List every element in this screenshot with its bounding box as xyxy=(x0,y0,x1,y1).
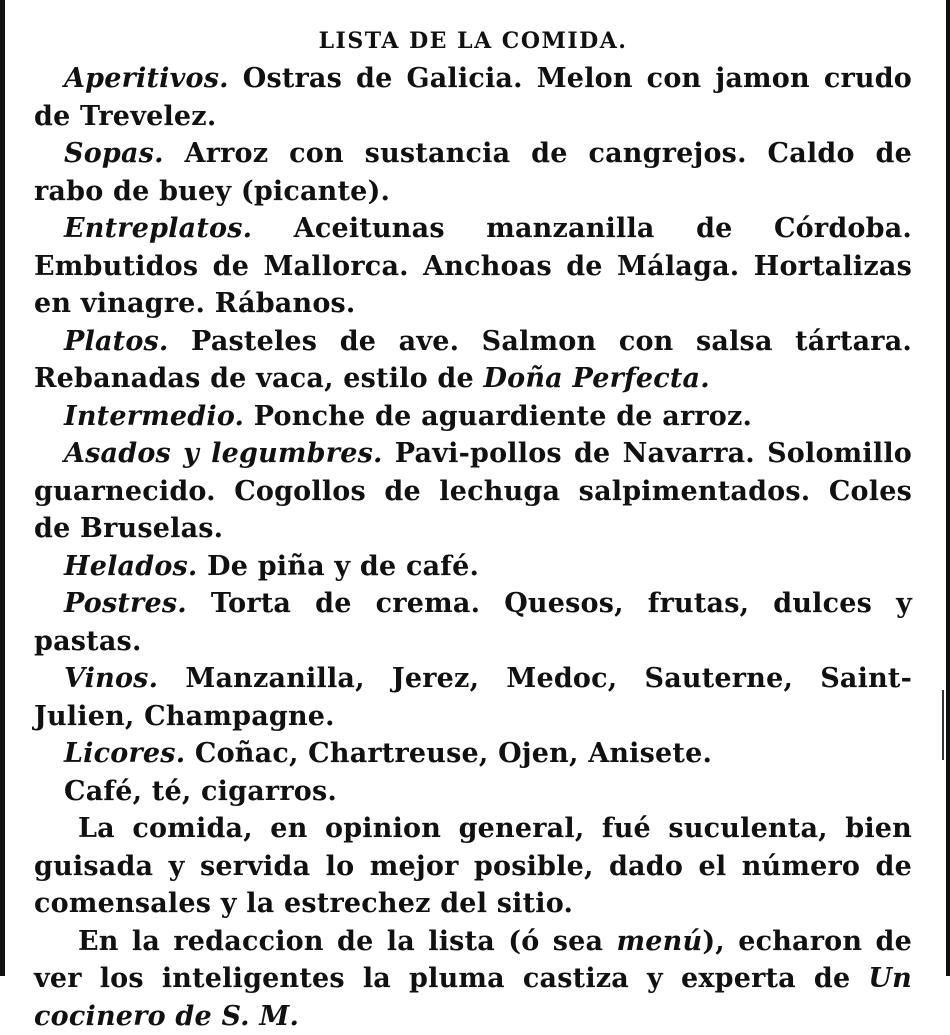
entry-text: Ponche de aguardiente de arroz. xyxy=(254,401,752,432)
paragraph-text: En la redaccion de la lista (ó sea xyxy=(78,926,617,957)
entry-label: Aperitivos. xyxy=(64,63,229,94)
entry-label: Helados. xyxy=(64,551,198,582)
menu-entry-postres xyxy=(34,585,912,660)
paragraph-italic-menu: menú xyxy=(617,926,703,957)
menu-entry-aperitivos xyxy=(34,60,912,135)
entry-text: Pasteles de ave. Salmon con salsa tártara. Rebanadas de vaca, estilo de xyxy=(34,326,912,395)
menu-entry-sopas xyxy=(34,135,912,210)
entry-label: Sopas. xyxy=(64,138,164,169)
paragraph-text: ), echaron de ver los inteligentes la pluma castiza y experta de xyxy=(34,926,912,995)
menu-entry-asados xyxy=(34,435,912,548)
menu-entry-vinos xyxy=(34,660,912,735)
menu-entry-intermedio xyxy=(34,398,912,436)
entry-text: Aceitunas manzanilla de Córdoba. Embutidos de Mallorca. Anchoas de Málaga. Hortalizas en vinagre. Rábanos. xyxy=(34,213,912,319)
entry-italic-tail: Doña Perfecta. xyxy=(484,363,710,394)
menu-entry-licores xyxy=(34,735,912,773)
entry-text: Coñac, Chartreuse, Ojen, Anisete. xyxy=(195,738,712,769)
entry-text: Arroz con sustancia de cangrejos. Caldo de rabo de buey (picante). xyxy=(34,138,912,207)
right-border xyxy=(946,0,950,976)
text-column xyxy=(34,22,912,1035)
entry-label: Vinos. xyxy=(64,663,158,694)
menu-entry-platos xyxy=(34,323,912,398)
paragraph-comida: La comida, en opinion general, fué suculenta, bien guisada y servida lo mejor posible, dado el número de comensales y la estrechez del sitio. xyxy=(34,810,912,923)
entry-label: Platos. xyxy=(64,326,169,357)
entry-label: Entreplatos. xyxy=(64,213,252,244)
entry-label: Asados y legumbres. xyxy=(64,438,383,469)
closing-line: Café, té, cigarros. xyxy=(34,773,912,811)
entry-label: Licores. xyxy=(64,738,185,769)
entry-text: Manzanilla, Jerez, Medoc, Sauterne, Saint-Julien, Champagne. xyxy=(34,663,912,732)
entry-text: Torta de crema. Quesos, frutas, dulces y pastas. xyxy=(34,588,912,657)
menu-title: LISTA DE LA COMIDA. xyxy=(34,22,912,60)
entry-text: Ostras de Galicia. Melon con jamon crudo de Trevelez. xyxy=(34,63,912,132)
entry-label: Intermedio. xyxy=(64,401,244,432)
entry-text: Pavi-pollos de Navarra. Solomillo guarnecido. Cogollos de lechuga salpimentados. Coles de Bruselas. xyxy=(34,438,912,544)
paragraph-redaccion xyxy=(34,923,912,1035)
entry-text: De piña y de café. xyxy=(207,551,479,582)
menu-entry-entreplatos xyxy=(34,210,912,323)
entry-label: Postres. xyxy=(64,588,187,619)
menu-entry-helados xyxy=(34,548,912,586)
left-border xyxy=(0,0,5,976)
scan-artifact xyxy=(942,690,944,760)
paragraph-italic-signature: Un cocinero de S. M. xyxy=(34,963,912,1032)
